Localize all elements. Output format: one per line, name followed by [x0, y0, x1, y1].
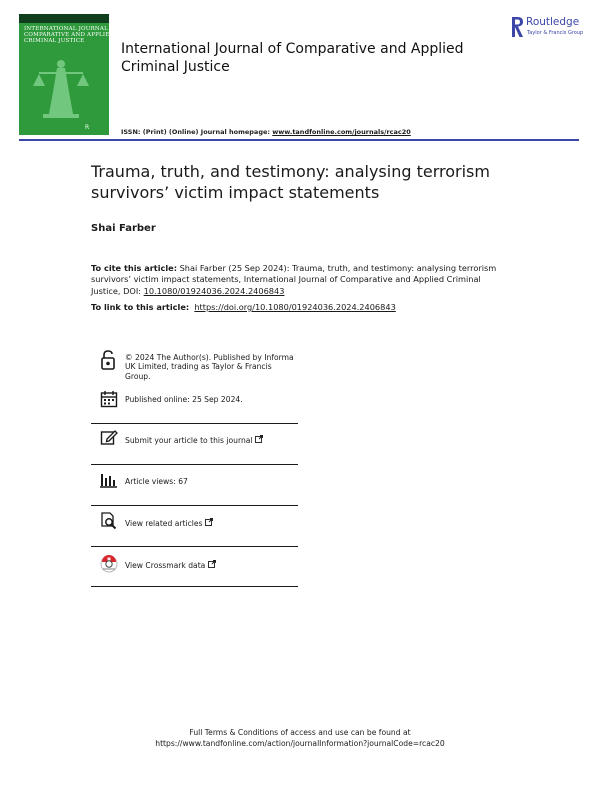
cover-title-line-3: CRIMINAL JUSTICE	[24, 38, 85, 44]
submit-article-label: Submit your article to this journal	[125, 436, 253, 445]
views-row	[91, 468, 298, 508]
footer-terms-link[interactable]: https://www.tandfonline.com/action/journalInformation?journalCode=rcac20	[155, 739, 445, 748]
citation-block	[91, 263, 511, 297]
external-link-icon	[208, 560, 216, 568]
related-row[interactable]	[91, 508, 298, 550]
crossmark-label: View Crossmark data	[125, 561, 206, 570]
justice-statue-icon	[29, 52, 99, 122]
open-access-lock-icon	[100, 349, 116, 371]
related-articles-search-icon	[100, 512, 118, 530]
journal-cover	[19, 14, 119, 135]
crossmark-icon	[100, 555, 118, 573]
panel-divider	[91, 546, 298, 547]
publisher-name: Routledge	[526, 16, 580, 28]
doi-link[interactable]: 10.1080/01924036.2024.2406843	[143, 285, 285, 296]
cover-title-line-1: INTERNATIONAL JOURNAL OF	[24, 26, 119, 32]
bar-chart-icon	[100, 472, 118, 488]
panel-divider	[91, 464, 298, 465]
journal-homepage-link[interactable]: www.tandfonline.com/journals/rcac20	[272, 128, 411, 136]
journal-title: International Journal of Comparative and Applied Criminal Justice	[121, 41, 464, 75]
article-link[interactable]: https://doi.org/10.1080/01924036.2024.2406843	[194, 302, 396, 312]
crossmark-row[interactable]	[91, 550, 298, 592]
edit-pencil-icon	[100, 428, 118, 446]
citation-text: Shai Farber (25 Sep 2024): Trauma, truth, and testimony: analysing terrorism survivors’ victim impact statements, International Journal of Comparative and Applied Criminal Justice, DOI:	[91, 263, 497, 296]
cover-header-band	[19, 14, 109, 23]
header-divider	[19, 139, 579, 141]
published-row	[91, 386, 298, 426]
license-row	[91, 342, 298, 386]
external-link-icon	[205, 518, 213, 526]
cover-title-line-2: COMPARATIVE AND APPLIED	[24, 32, 115, 38]
routledge-r-icon	[510, 16, 524, 38]
issn-label: ISSN: (Print) (Online) Journal homepage:	[121, 128, 273, 136]
submit-row[interactable]	[91, 426, 298, 468]
article-title: Trauma, truth, and testimony: analysing terrorism survivors’ victim impact statements	[91, 162, 490, 202]
issn-line	[121, 128, 411, 136]
cover-publisher-logo: R	[85, 124, 90, 131]
author-name: Shai Farber	[91, 223, 156, 234]
related-articles-link[interactable]	[125, 518, 213, 528]
cover-title	[19, 23, 119, 44]
citation-label: To cite this article:	[91, 263, 177, 273]
panel-divider	[91, 505, 298, 506]
article-views: Article views: 67	[125, 477, 188, 486]
calendar-icon	[100, 390, 118, 408]
panel-divider	[91, 423, 298, 424]
published-date: Published online: 25 Sep 2024.	[125, 395, 243, 404]
panel-divider	[91, 586, 298, 587]
footer-terms-text: Full Terms & Conditions of access and use can be found at	[189, 728, 411, 737]
article-link-label: To link to this article:	[91, 302, 190, 312]
external-link-icon	[255, 435, 263, 443]
footer	[0, 727, 600, 749]
publisher-tagline: Taylor & Francis Group	[527, 30, 584, 36]
submit-article-link[interactable]	[125, 435, 263, 445]
related-articles-label: View related articles	[125, 519, 203, 528]
license-text: © 2024 The Author(s). Published by Informa UK Limited, trading as Taylor & Francis Group.	[125, 353, 294, 381]
crossmark-link[interactable]	[125, 560, 216, 570]
article-link-line	[91, 302, 396, 312]
